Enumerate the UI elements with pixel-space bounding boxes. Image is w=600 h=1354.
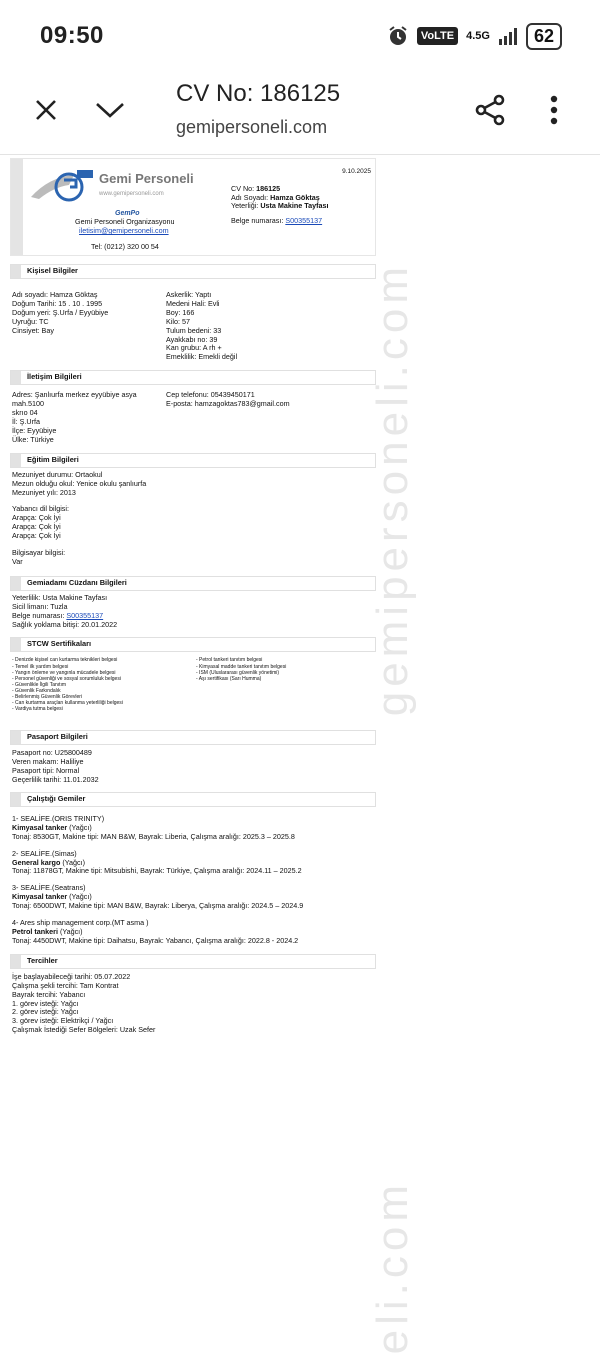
info-line: Emeklilik: Emekli değil	[166, 352, 238, 362]
section-egitim: Eğitim Bilgileri	[10, 453, 376, 468]
stcw-content	[10, 657, 376, 712]
info-line: Var	[12, 556, 23, 566]
watermark-bottom: eli.com	[368, 1180, 417, 1354]
ship-name: 2- SEALİFE.(Simas)	[12, 848, 77, 858]
info-line: Cep telefonu: 05439450171	[166, 390, 255, 400]
info-line: Ülke: Türkiye	[12, 434, 54, 444]
more-options-button[interactable]	[534, 90, 574, 130]
ship-role: (Yağcı)	[69, 822, 92, 832]
info-line: Cinsiyet: Bay	[12, 325, 54, 335]
share-icon	[473, 93, 507, 127]
certificate-item: - Temel ilk yardım belgesi	[12, 663, 69, 670]
close-icon	[34, 98, 58, 122]
brand-name: Gemi Personeli	[99, 171, 194, 186]
alarm-icon	[387, 25, 409, 47]
tercihler-content	[10, 973, 376, 1035]
info-line: Doğum Tarihi: 15 . 10 . 1995	[12, 298, 103, 308]
certificate-item: - Petrol tankeri tanıtım belgesi	[196, 657, 263, 664]
ship-role: (Yağcı)	[59, 927, 83, 936]
section-tercihler: Tercihler	[10, 954, 376, 969]
info-line: Geçerlilik tarihi: 11.01.2032	[12, 775, 99, 785]
network-label: 4.5G	[466, 30, 490, 42]
ship-entry	[12, 884, 374, 911]
ship-entry	[12, 815, 374, 842]
cuzdan-belge-link[interactable]: S00355137	[66, 610, 104, 620]
ships-list	[10, 815, 376, 946]
watermark: gemipersoneli.com	[368, 262, 417, 717]
chevron-down-icon	[95, 100, 125, 120]
ship-detail: Tonaj: 4450DWT, Makine tipi: Daihatsu, Bayrak: Yabancı, Çalışma aralığı: 2022.8 - 2024.2	[12, 935, 299, 945]
cv-qualification: Usta Makine Tayfası	[260, 201, 329, 211]
info-line: E-posta: hamzagoktas783@gmail.com	[166, 399, 290, 409]
company-logo-icon	[29, 167, 99, 207]
info-line: Pasaport tipi: Normal	[12, 766, 80, 776]
cv-number: 186125	[256, 184, 281, 193]
ship-entry	[12, 850, 374, 877]
cv-summary: CV No: 186125 Adı Soyadı: Hamza Göktaş Yeterliği: Usta Makine Tayfası Belge numarası: S00355137	[231, 184, 329, 225]
info-line: Veren makam: Haliliye	[12, 757, 84, 767]
header-bar	[11, 159, 23, 255]
ship-type: Kimyasal tanker	[12, 822, 68, 832]
more-vert-icon	[550, 95, 558, 125]
section-iletisim: İletişim Bilgileri	[10, 370, 376, 385]
ship-type: Kimyasal tanker	[12, 892, 68, 902]
share-button[interactable]	[470, 90, 510, 130]
egitim-content	[10, 471, 376, 567]
belge-link[interactable]: S00355137	[285, 215, 323, 225]
info-line: Çalışma şekli tercihi: Tam Kontrat	[12, 980, 119, 990]
ship-entry	[12, 919, 374, 946]
info-line: 1. görev isteği: Yağcı	[12, 998, 79, 1008]
ship-type: Petrol tankeri	[12, 927, 58, 936]
section-kisisel: Kişisel Bilgiler	[10, 264, 376, 279]
info-line: Arapça: Çok İyi	[12, 513, 61, 523]
browser-toolbar	[0, 72, 600, 155]
ship-detail: Tonaj: 6500DWT, Makine tipi: MAN B&W, Bayrak: Liberya, Çalışma aralığı: 2024.5 – 2024.9	[12, 901, 304, 911]
info-line: Yabancı dil bilgisi:	[12, 504, 69, 514]
info-line: Mezuniyet durumu: Ortaokul	[12, 469, 103, 479]
info-line: Pasaport no: U25800489	[12, 748, 92, 758]
gempo-label: GemPo	[115, 210, 140, 217]
info-line: Uyruğu: TC	[12, 316, 49, 326]
certificate-item: - Belirlenmiş Güvenlik Görevleri	[12, 694, 83, 701]
battery-icon: 62	[526, 23, 562, 50]
info-line: Kilo: 57	[166, 316, 190, 326]
info-line: Boy: 166	[166, 307, 195, 317]
certificate-item: - Güvenlikle İlgili Tanıtım	[12, 681, 67, 688]
ship-detail: Tonaj: 8530GT, Makine tipi: MAN B&W, Bayrak: Liberia, Çalışma aralığı: 2025.3 – 2025.8	[12, 831, 295, 841]
page-title: CV No: 186125	[176, 80, 341, 107]
certificate-item: - Denizde kişisel can kurtarma teknikleri belgesi	[12, 657, 118, 664]
status-bar	[0, 0, 600, 72]
info-line: Medeni Hali: Evli	[166, 298, 220, 308]
info-line: Bilgisayar bilgisi:	[12, 548, 66, 558]
info-line: Tulum bedeni: 33	[166, 325, 222, 335]
clock: 09:50	[40, 22, 104, 49]
iletisim-content	[10, 391, 376, 444]
ship-detail: Tonaj: 11878GT, Makine tipi: Mitsubishi, Bayrak: Türkiye, Çalışma aralığı: 2024.11 – 2025.2	[12, 866, 302, 876]
info-line: İl: Ş.Urfa	[12, 416, 40, 426]
certificate-item: - Güvenlik Farkındalık	[12, 687, 61, 694]
section-pasaport: Pasaport Bilgileri	[10, 730, 376, 745]
cv-header	[10, 158, 376, 256]
ship-name: 3- SEALİFE.(Seatrans)	[12, 883, 86, 893]
info-line: Adı soyadı: Hamza Göktaş	[12, 290, 98, 299]
certificate-item: - Aşı sertifikası (Sarı Humma)	[196, 675, 262, 682]
cuzdan-content: Yeterlilik: Usta Makine Tayfası Sicil limanı: Tuzla Belge numarası: S00355137 Sağlık yoklama bitişi: 20.01.2022	[12, 592, 118, 629]
certificate-item: - ISM (Uluslararası güvenlik yönetimi)	[196, 669, 280, 676]
certificate-item: - Kimyasal madde tankeri tanıtım belgesi	[196, 663, 287, 670]
collapse-button[interactable]	[90, 90, 130, 130]
info-line: Mezun olduğu okul: Yenice okulu şanlıurfa	[12, 478, 147, 488]
signal-icon	[498, 26, 518, 46]
ship-type: General kargo	[12, 857, 61, 867]
certificate-item: - Yangın önleme ve yangınla mücadele belgesi	[12, 669, 116, 676]
info-line: İlçe: Eyyübiye	[12, 425, 57, 435]
info-line: Arapça: Çok İyi	[12, 522, 61, 532]
info-line: İşe başlayabileceği tarihi: 05.07.2022	[12, 971, 131, 981]
volte-badge: VoLTE	[417, 27, 458, 45]
ship-role: (Yağcı)	[69, 892, 92, 902]
brand-url: www.gemipersoneli.com	[99, 191, 164, 197]
section-cuzdan: Gemiadamı Cüzdanı Bilgileri	[10, 576, 376, 591]
info-line: Ayakkabı no: 39	[166, 334, 218, 344]
ship-role: (Yağcı)	[62, 857, 85, 867]
print-date: 9.10.2025	[342, 168, 371, 175]
org-name: Gemi Personeli Organizasyonu	[75, 217, 175, 226]
info-line: Arapça: Çok İyi	[12, 531, 61, 541]
cv-document	[10, 158, 376, 1035]
page-url: gemipersoneli.com	[176, 117, 328, 137]
status-icons	[387, 24, 562, 48]
info-line: Bayrak tercihi: Yabancı	[12, 989, 86, 999]
contact-phone: Tel: (0212) 320 00 54	[91, 242, 159, 251]
info-line: Adres: Şanlıurfa merkez eyyübiye asya mah.5100	[12, 390, 137, 409]
info-line: skrıo 04	[12, 408, 38, 418]
certificate-item: - Personel güvenliği ve sosyal sorumluluk belgesi	[12, 675, 121, 682]
ship-name: 4- Ares ship management corp.(MT asma )	[12, 918, 149, 928]
ship-name: 1- SEALİFE.(ORIS TRINITY)	[12, 813, 105, 823]
info-line: Doğum yeri: Ş.Urfa / Eyyübiye	[12, 307, 109, 317]
contact-email-link[interactable]: iletisim@gemipersoneli.com	[79, 226, 169, 235]
info-line: Çalışmak İstediği Sefer Bölgeleri: Uzak Sefer	[12, 1025, 156, 1035]
info-line: Mezuniyet yılı: 2013	[12, 487, 76, 497]
certificate-item: - Vardiya tutma belgesi	[12, 706, 63, 713]
info-line: Askerlik: Yaptı	[166, 290, 212, 299]
cv-name: Hamza Göktaş	[270, 192, 320, 202]
info-line: Kan grubu: A rh +	[166, 343, 222, 353]
info-line: 3. görev isteği: Elektrikçi / Yağcı	[12, 1016, 114, 1026]
pasaport-content	[10, 749, 376, 785]
info-line: 2. görev isteği: Yağcı	[12, 1007, 79, 1017]
kisisel-content	[10, 291, 376, 362]
section-gemiler: Çalıştığı Gemiler	[10, 792, 376, 807]
close-button[interactable]	[26, 90, 66, 130]
section-stcw: STCW Sertifikaları	[10, 637, 376, 652]
certificate-item: - Can kurtarma araçları kullanma yeterliliği belgesi	[12, 700, 123, 707]
